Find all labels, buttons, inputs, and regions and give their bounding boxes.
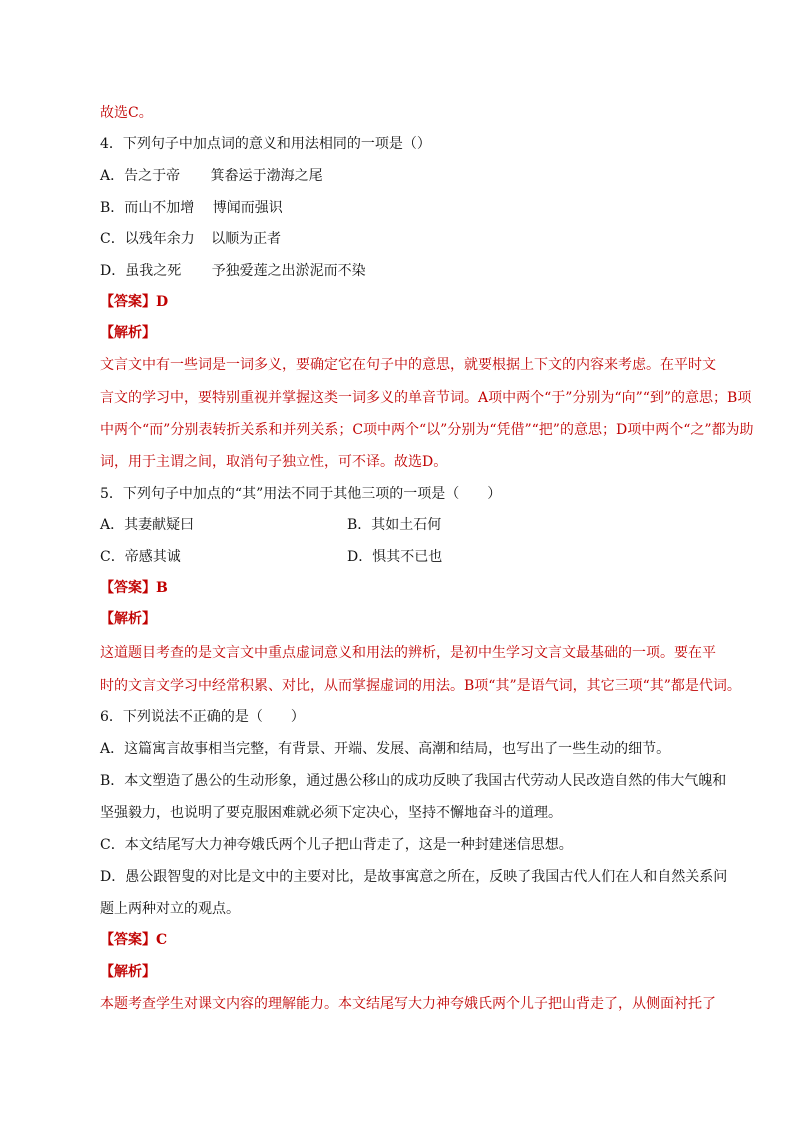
q5-stem: 5．下列句子中加点的“其”用法不同于其他三项的一项是（ ） <box>100 486 502 502</box>
q5-analysis-line: 时的文言文学习中经常积累、对比，从而掌握虚词的用法。B项“其”是语气词，其它三项“其”都是代词。 <box>100 678 741 694</box>
q4-option-d-second: 予独爱莲之出淤泥而不染 <box>211 263 366 279</box>
q4-option-a-first: A．告之于帝 <box>100 168 181 184</box>
q4-option-d <box>100 261 366 281</box>
q6-analysis-label: 【解析】 <box>100 964 156 980</box>
q6-answer: 【答案】C <box>100 932 168 948</box>
q5-analysis-label: 【解析】 <box>100 611 156 627</box>
q5-option-d: D．惧其不已也 <box>347 549 443 565</box>
q4-option-b-second: 博闻而强识 <box>212 200 283 216</box>
q5-answer: 【答案】B <box>100 580 168 596</box>
q4-analysis-line: 言文的学习中，要特别重视并掌握这类一词多义的单音节词。A项中两个“于”分别为“向”“到”的意思；B项 <box>100 390 752 406</box>
q6-option-b-cont: 坚强毅力，也说明了要克服困难就必须下定决心，坚持不懈地奋斗的道理。 <box>100 805 562 821</box>
q5-option-c: C．帝感其诚 <box>100 549 181 565</box>
q4-answer: 【答案】D <box>100 294 169 310</box>
q4-option-a <box>100 166 323 186</box>
q4-analysis-line: 中两个“而”分别表转折关系和并列关系；C项中两个“以”分别为“凭借”“把”的意思；D项中两个“之”都为助 <box>100 422 754 438</box>
q4-option-c-second: 以顺为正者 <box>211 231 282 247</box>
q4-analysis-label: 【解析】 <box>100 325 156 341</box>
q4-option-c <box>100 229 281 249</box>
q6-analysis-line: 本题考查学生对课文内容的理解能力。本文结尾写大力神夸娥氏两个儿子把山背走了，从侧面衬托了 <box>100 996 716 1012</box>
q6-stem: 6．下列说法不正确的是（ ） <box>100 709 305 725</box>
q4-analysis-line: 文言文中有一些词是一词多义，要确定它在句子中的意思，就要根据上下文的内容来考虑。在平时文 <box>100 357 716 373</box>
q6-option-d: D．愚公跟智叟的对比是文中的主要对比，是故事寓意之所在，反映了我国古代人们在人和自然关系问 <box>100 869 728 885</box>
q4-option-c-first: C．以残年余力 <box>100 231 195 247</box>
q4-option-b <box>100 198 283 218</box>
q4-option-d-first: D．虽我之死 <box>100 263 182 279</box>
q5-option-b: B．其如土石何 <box>347 517 442 533</box>
prev-conclusion: 故选C。 <box>100 105 153 121</box>
q5-analysis-line: 这道题目考查的是文言文中重点虚词意义和用法的辨析，是初中生学习文言文最基础的一项。要在平 <box>100 645 716 661</box>
q6-option-d-cont: 题上两种对立的观点。 <box>100 901 240 917</box>
q4-option-b-first: B．而山不加增 <box>100 200 195 216</box>
q6-option-b: B．本文塑造了愚公的生动形象，通过愚公移山的成功反映了我国古代劳动人民改造自然的伟大气魄和 <box>100 773 727 789</box>
q4-option-a-second: 箕畚运于渤海之尾 <box>210 168 323 184</box>
q5-option-a: A．其妻献疑曰 <box>100 517 195 533</box>
q4-analysis-line: 词，用于主谓之间，取消句子独立性，可不译。故选D。 <box>100 454 448 470</box>
q4-stem: 4．下列句子中加点词的意义和用法相同的一项是（） <box>100 136 431 152</box>
q6-option-c: C．本文结尾写大力神夸娥氏两个儿子把山背走了，这是一种封建迷信思想。 <box>100 837 573 853</box>
q6-option-a: A．这篇寓言故事相当完整，有背景、开端、发展、高潮和结局，也写出了一些生动的细节。 <box>100 741 671 757</box>
